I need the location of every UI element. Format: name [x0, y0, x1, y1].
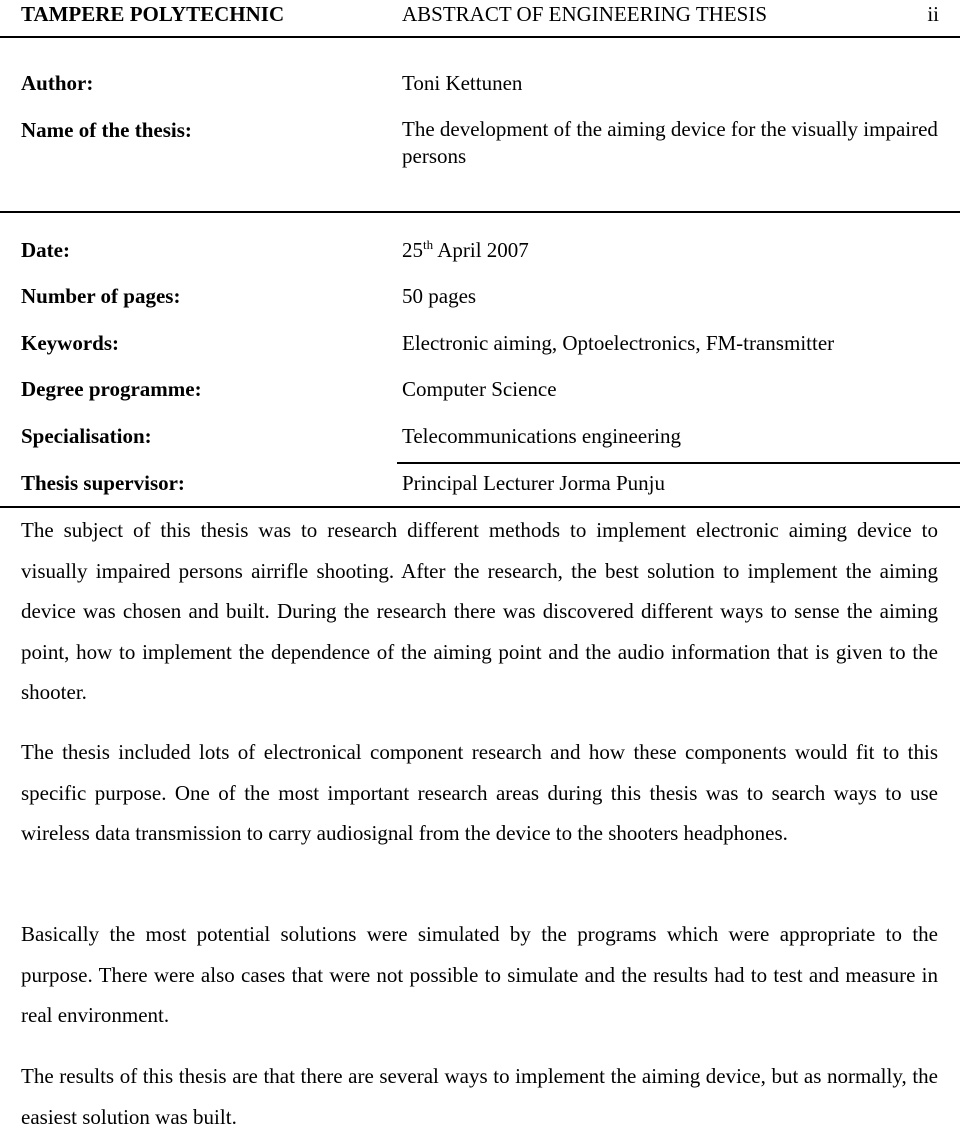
degree-label: Degree programme:	[21, 377, 202, 401]
author-label: Author:	[21, 71, 94, 95]
thesis-name-label: Name of the thesis:	[21, 118, 192, 142]
abstract-paragraph-4: The results of this thesis are that there are several ways to implement the aiming device, but as normally, the easiest solution was built.	[21, 1064, 938, 1129]
author-value: Toni Kettunen	[402, 71, 523, 95]
pages-label: Number of pages:	[21, 284, 181, 308]
keywords-value: Electronic aiming, Optoelectronics, FM-transmitter	[402, 331, 835, 355]
section-rule	[0, 211, 960, 213]
document-type: ABSTRACT OF ENGINEERING THESIS	[402, 2, 767, 26]
abstract-paragraph-3: Basically the most potential solutions were simulated by the programs which were appropriate to the purpose. There were also cases that were not possible to simulate and the results had to test and measure in real environment.	[21, 922, 938, 1028]
date-value	[402, 238, 529, 263]
abstract-rule	[0, 506, 960, 508]
supervisor-value: Principal Lecturer Jorma Punju	[402, 471, 666, 495]
supervisor-label: Thesis supervisor:	[21, 471, 185, 495]
date-label: Date:	[21, 238, 70, 262]
specialisation-label: Specialisation:	[21, 424, 152, 448]
date-day: 25	[402, 238, 423, 262]
degree-value: Computer Science	[402, 377, 557, 401]
date-rest: April 2007	[433, 238, 529, 262]
page-number: ii	[927, 2, 939, 26]
header-rule	[0, 36, 960, 38]
date-suffix: th	[423, 237, 434, 252]
abstract-paragraph-1: The subject of this thesis was to research different methods to implement electronic aiming device to visually impaired persons airrifle shooting. After the research, the best solution to implement the aiming device was chosen and built. During the research there was discovered different ways to sense the aiming point, how to implement the dependence of the aiming point and the audio information that is given to the shooter.	[21, 518, 938, 705]
pages-value: 50 pages	[402, 284, 477, 308]
thesis-name-value: The development of the aiming device for the visually impaired persons	[402, 117, 938, 168]
institution-name: TAMPERE POLYTECHNIC	[21, 2, 285, 26]
keywords-label: Keywords:	[21, 331, 119, 355]
specialisation-value: Telecommunications engineering	[402, 424, 682, 448]
supervisor-rule	[397, 462, 960, 464]
abstract-paragraph-2: The thesis included lots of electronical component research and how these components would fit to this specific purpose. One of the most important research areas during this thesis was to search ways to use wireless data transmission to carry audiosignal from the device to the shooters headphones.	[21, 740, 938, 846]
